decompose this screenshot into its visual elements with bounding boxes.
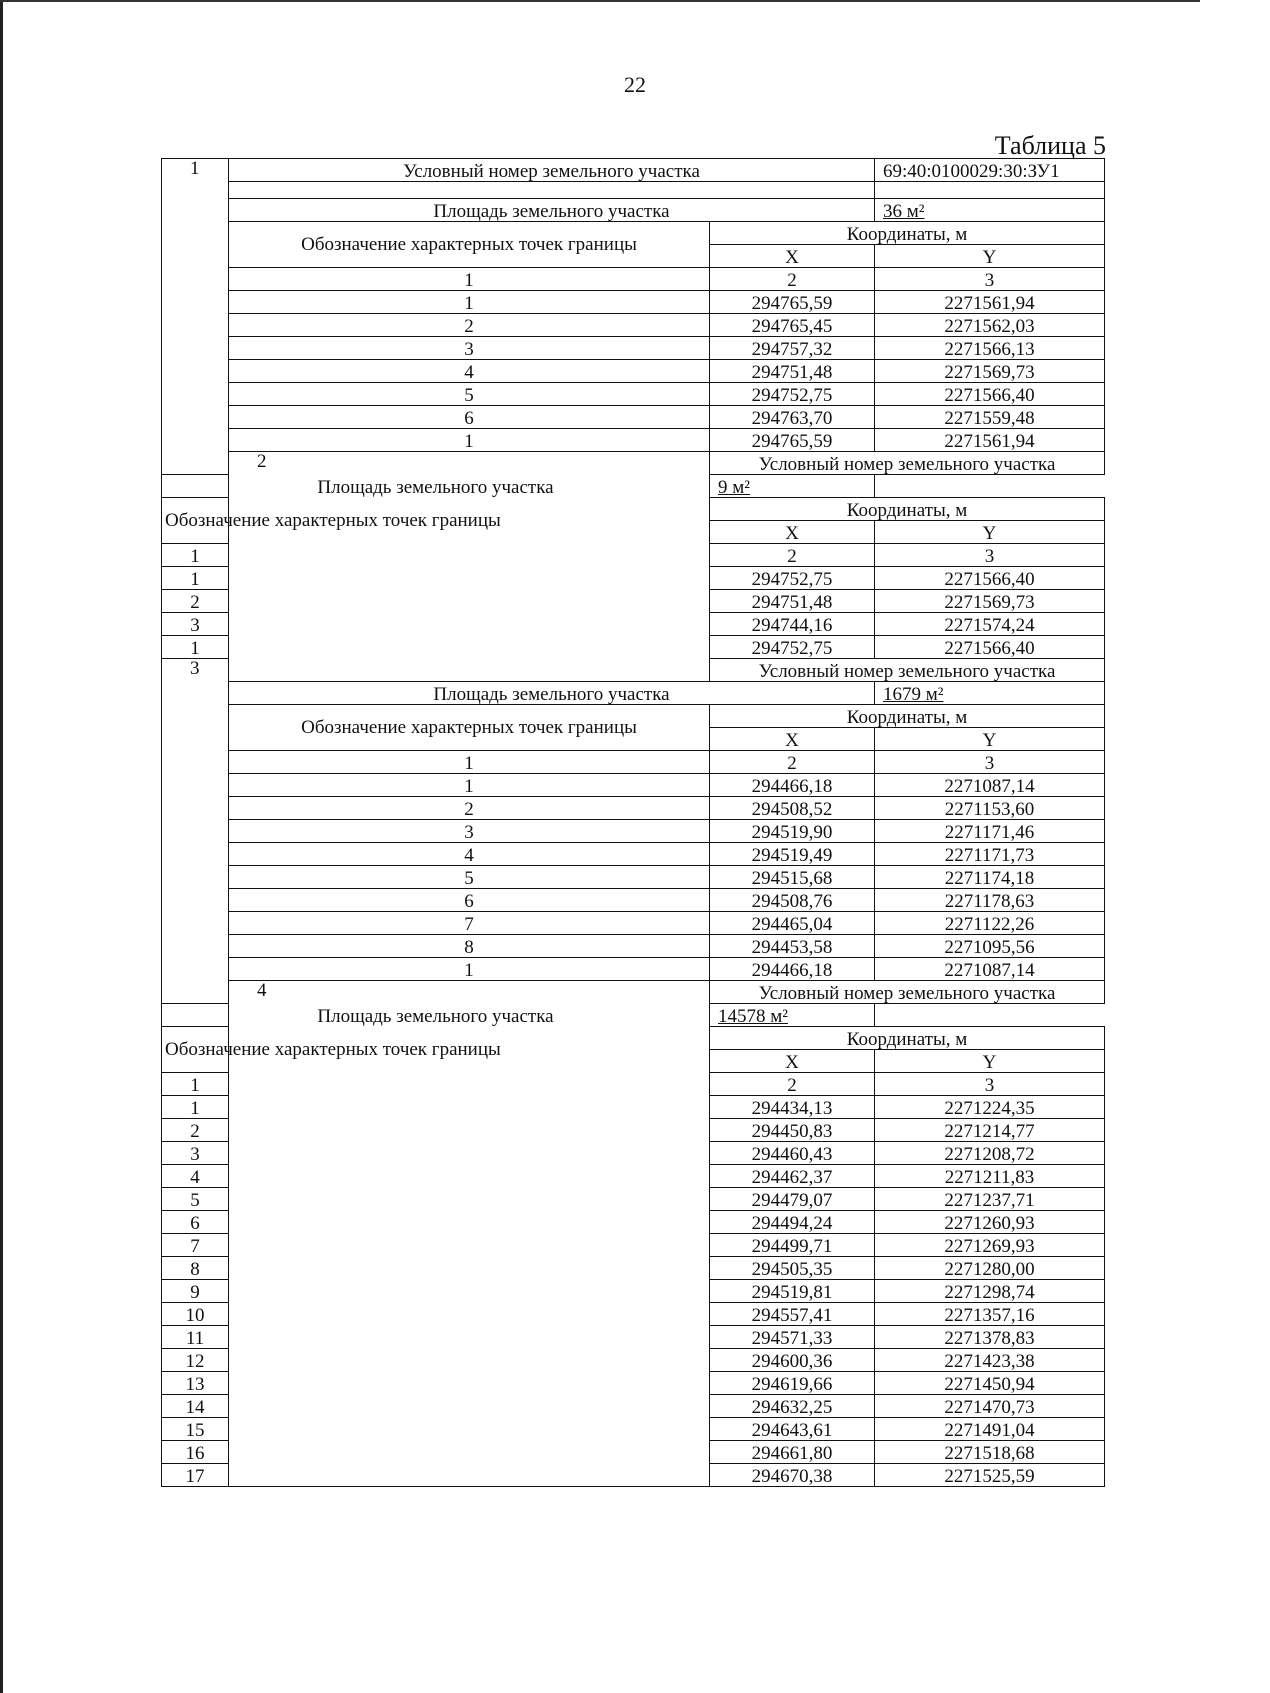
point-number: 1 — [229, 774, 710, 797]
x-coordinate: 294763,70 — [710, 406, 875, 429]
column-number: 2 — [710, 1073, 875, 1096]
blank-row — [162, 182, 1105, 199]
parcel-number-row — [162, 981, 1105, 1004]
point-number: 1 — [162, 636, 229, 659]
x-coordinate: 294765,45 — [710, 314, 875, 337]
coordinates-header-row — [162, 222, 1105, 245]
point-number: 1 — [162, 1096, 229, 1119]
point-designation-header: Обозначение характерных точек границы — [162, 498, 229, 544]
point-number: 4 — [229, 360, 710, 383]
parcel-index: 3 — [162, 659, 229, 1004]
column-number: 3 — [875, 268, 1105, 291]
column-number: 2 — [710, 544, 875, 567]
y-coordinate: 2271269,93 — [875, 1234, 1105, 1257]
point-number: 3 — [229, 820, 710, 843]
y-coordinate: 2271214,77 — [875, 1119, 1105, 1142]
table-row — [162, 958, 1105, 981]
parcel-number-row — [162, 452, 1105, 475]
y-coordinate: 2271211,83 — [875, 1165, 1105, 1188]
parcel-number-label: Условный номер земельного участка — [710, 981, 1105, 1004]
y-coordinate: 2271171,73 — [875, 843, 1105, 866]
x-coordinate: 294508,76 — [710, 889, 875, 912]
y-coordinate: 2271122,26 — [875, 912, 1105, 935]
parcel-area-value — [710, 1004, 875, 1027]
x-coordinate: 294505,35 — [710, 1257, 875, 1280]
x-coordinate: 294765,59 — [710, 291, 875, 314]
y-coordinate: 2271518,68 — [875, 1441, 1105, 1464]
column-number: 2 — [710, 751, 875, 774]
point-designation-header: Обозначение характерных точек границы — [229, 222, 710, 268]
parcel-area-row — [162, 682, 1105, 705]
y-coordinate: 2271562,03 — [875, 314, 1105, 337]
point-number: 3 — [229, 337, 710, 360]
point-number: 6 — [229, 889, 710, 912]
parcel-area-row — [162, 475, 1105, 498]
blank-cell — [229, 182, 875, 199]
y-coordinate: 2271178,63 — [875, 889, 1105, 912]
point-number: 4 — [229, 843, 710, 866]
table-row — [162, 406, 1105, 429]
table-row — [162, 337, 1105, 360]
table-row — [162, 291, 1105, 314]
x-coordinate: 294752,75 — [710, 383, 875, 406]
point-number: 8 — [229, 935, 710, 958]
y-coordinate: 2271378,83 — [875, 1326, 1105, 1349]
table-row — [162, 820, 1105, 843]
table-row — [162, 360, 1105, 383]
coordinates-header: Координаты, м — [710, 1027, 1105, 1050]
parcel-area-value-text: 1679 м² — [883, 684, 944, 705]
y-coordinate: 2271566,40 — [875, 567, 1105, 590]
y-header: Y — [875, 1050, 1105, 1073]
column-number: 1 — [162, 1073, 229, 1096]
x-header: X — [710, 521, 875, 544]
x-coordinate: 294600,36 — [710, 1349, 875, 1372]
x-coordinate: 294519,49 — [710, 843, 875, 866]
table-row — [162, 843, 1105, 866]
y-coordinate: 2271561,94 — [875, 291, 1105, 314]
point-number: 16 — [162, 1441, 229, 1464]
point-number: 2 — [162, 590, 229, 613]
table-row — [162, 383, 1105, 406]
x-coordinate: 294519,81 — [710, 1280, 875, 1303]
point-number: 6 — [229, 406, 710, 429]
y-coordinate: 2271423,38 — [875, 1349, 1105, 1372]
parcel-area-value-text: 36 м² — [883, 201, 925, 222]
parcel-number-row — [162, 159, 1105, 182]
column-number-row — [162, 268, 1105, 291]
y-coordinate: 2271566,40 — [875, 636, 1105, 659]
x-coordinate: 294494,24 — [710, 1211, 875, 1234]
y-coordinate: 2271357,16 — [875, 1303, 1105, 1326]
y-header: Y — [875, 521, 1105, 544]
x-coordinate: 294499,71 — [710, 1234, 875, 1257]
x-coordinate: 294557,41 — [710, 1303, 875, 1326]
x-coordinate: 294460,43 — [710, 1142, 875, 1165]
point-number: 2 — [162, 1119, 229, 1142]
point-number: 2 — [229, 797, 710, 820]
x-header: X — [710, 728, 875, 751]
column-number-row — [162, 751, 1105, 774]
parcel-index: 1 — [162, 159, 229, 475]
column-number: 3 — [875, 544, 1105, 567]
table-row — [162, 935, 1105, 958]
x-coordinate: 294466,18 — [710, 774, 875, 797]
x-coordinate: 294450,83 — [710, 1119, 875, 1142]
point-number: 5 — [229, 383, 710, 406]
coordinates-header: Координаты, м — [710, 498, 1105, 521]
y-coordinate: 2271280,00 — [875, 1257, 1105, 1280]
x-header: X — [710, 245, 875, 268]
x-coordinate: 294515,68 — [710, 866, 875, 889]
y-coordinate: 2271561,94 — [875, 429, 1105, 452]
y-coordinate: 2271559,48 — [875, 406, 1105, 429]
point-number: 10 — [162, 1303, 229, 1326]
column-number: 1 — [229, 751, 710, 774]
x-header: X — [710, 1050, 875, 1073]
point-number: 1 — [229, 958, 710, 981]
y-coordinate: 2271470,73 — [875, 1395, 1105, 1418]
x-coordinate: 294462,37 — [710, 1165, 875, 1188]
point-number: 9 — [162, 1280, 229, 1303]
parcel-area-row — [162, 199, 1105, 222]
x-coordinate: 294751,48 — [710, 360, 875, 383]
point-number: 1 — [162, 567, 229, 590]
x-coordinate: 294619,66 — [710, 1372, 875, 1395]
point-number: 12 — [162, 1349, 229, 1372]
column-number: 2 — [710, 268, 875, 291]
y-coordinate: 2271566,40 — [875, 383, 1105, 406]
parcel-number-label: Условный номер земельного участка — [710, 452, 1105, 475]
table-row — [162, 314, 1105, 337]
parcel-area-value — [875, 199, 1105, 222]
point-number: 3 — [162, 1142, 229, 1165]
point-number: 3 — [162, 613, 229, 636]
x-coordinate: 294479,07 — [710, 1188, 875, 1211]
point-number: 5 — [229, 866, 710, 889]
y-coordinate: 2271569,73 — [875, 360, 1105, 383]
point-number: 7 — [162, 1234, 229, 1257]
point-number: 5 — [162, 1188, 229, 1211]
page-number: 22 — [624, 72, 646, 97]
x-coordinate: 294434,13 — [710, 1096, 875, 1119]
coordinates-table-body — [162, 159, 1105, 1487]
column-number: 1 — [162, 544, 229, 567]
y-header: Y — [875, 245, 1105, 268]
y-coordinate: 2271569,73 — [875, 590, 1105, 613]
parcel-area-label: Площадь земельного участка — [162, 1004, 710, 1027]
y-header: Y — [875, 728, 1105, 751]
parcel-area-value — [875, 682, 1105, 705]
point-number: 2 — [229, 314, 710, 337]
y-coordinate: 2271525,59 — [875, 1464, 1105, 1487]
y-coordinate: 2271174,18 — [875, 866, 1105, 889]
table-row — [162, 774, 1105, 797]
y-coordinate: 2271087,14 — [875, 958, 1105, 981]
y-coordinate: 2271208,72 — [875, 1142, 1105, 1165]
y-coordinate: 2271566,13 — [875, 337, 1105, 360]
x-coordinate: 294752,75 — [710, 567, 875, 590]
x-coordinate: 294670,38 — [710, 1464, 875, 1487]
point-number: 1 — [229, 291, 710, 314]
parcel-number-value: 69:40:0100029:30:ЗУ1 — [875, 159, 1105, 182]
y-coordinate: 2271298,74 — [875, 1280, 1105, 1303]
scan-edge-left — [0, 0, 3, 1693]
point-designation-header: Обозначение характерных точек границы — [229, 705, 710, 751]
x-coordinate: 294752,75 — [710, 636, 875, 659]
x-coordinate: 294757,32 — [710, 337, 875, 360]
blank-cell — [875, 182, 1105, 199]
parcel-area-value-text: 14578 м² — [718, 1006, 788, 1027]
x-coordinate: 294632,25 — [710, 1395, 875, 1418]
point-number: 14 — [162, 1395, 229, 1418]
point-number: 7 — [229, 912, 710, 935]
point-number: 13 — [162, 1372, 229, 1395]
parcel-area-row — [162, 1004, 1105, 1027]
column-number: 3 — [875, 751, 1105, 774]
y-coordinate: 2271237,71 — [875, 1188, 1105, 1211]
x-coordinate: 294571,33 — [710, 1326, 875, 1349]
y-coordinate: 2271171,46 — [875, 820, 1105, 843]
coordinates-header: Координаты, м — [710, 705, 1105, 728]
table-row — [162, 912, 1105, 935]
point-number: 1 — [229, 429, 710, 452]
x-coordinate: 294661,80 — [710, 1441, 875, 1464]
coordinates-table — [161, 158, 1105, 1487]
parcel-area-value-text: 9 м² — [718, 477, 750, 498]
point-number: 11 — [162, 1326, 229, 1349]
point-designation-header: Обозначение характерных точек границы — [162, 1027, 229, 1073]
parcel-area-label: Площадь земельного участка — [229, 682, 875, 705]
point-number: 6 — [162, 1211, 229, 1234]
y-coordinate: 2271095,56 — [875, 935, 1105, 958]
table-row — [162, 797, 1105, 820]
x-coordinate: 294508,52 — [710, 797, 875, 820]
x-coordinate: 294751,48 — [710, 590, 875, 613]
x-coordinate: 294765,59 — [710, 429, 875, 452]
y-coordinate: 2271260,93 — [875, 1211, 1105, 1234]
column-number: 1 — [229, 268, 710, 291]
x-coordinate: 294465,04 — [710, 912, 875, 935]
coordinates-header-row — [162, 705, 1105, 728]
coordinates-header: Координаты, м — [710, 222, 1105, 245]
x-coordinate: 294744,16 — [710, 613, 875, 636]
parcel-number-label: Условный номер земельного участка — [229, 159, 875, 182]
parcel-index: 4 — [229, 981, 710, 1487]
table-row — [162, 889, 1105, 912]
y-coordinate: 2271574,24 — [875, 613, 1105, 636]
parcel-number-label: Условный номер земельного участка — [710, 659, 1105, 682]
parcel-area-value — [710, 475, 875, 498]
parcel-area-label: Площадь земельного участка — [229, 199, 875, 222]
table-caption: Таблица 5 — [994, 131, 1106, 160]
x-coordinate: 294466,18 — [710, 958, 875, 981]
parcel-area-label: Площадь земельного участка — [162, 475, 710, 498]
point-number: 15 — [162, 1418, 229, 1441]
x-coordinate: 294453,58 — [710, 935, 875, 958]
column-number: 3 — [875, 1073, 1105, 1096]
table-row — [162, 429, 1105, 452]
y-coordinate: 2271450,94 — [875, 1372, 1105, 1395]
x-coordinate: 294519,90 — [710, 820, 875, 843]
table-row — [162, 866, 1105, 889]
y-coordinate: 2271224,35 — [875, 1096, 1105, 1119]
point-number: 8 — [162, 1257, 229, 1280]
parcel-index: 2 — [229, 452, 710, 682]
y-coordinate: 2271087,14 — [875, 774, 1105, 797]
y-coordinate: 2271153,60 — [875, 797, 1105, 820]
x-coordinate: 294643,61 — [710, 1418, 875, 1441]
scan-edge-top — [0, 0, 1200, 2]
point-number: 17 — [162, 1464, 229, 1487]
y-coordinate: 2271491,04 — [875, 1418, 1105, 1441]
point-number: 4 — [162, 1165, 229, 1188]
